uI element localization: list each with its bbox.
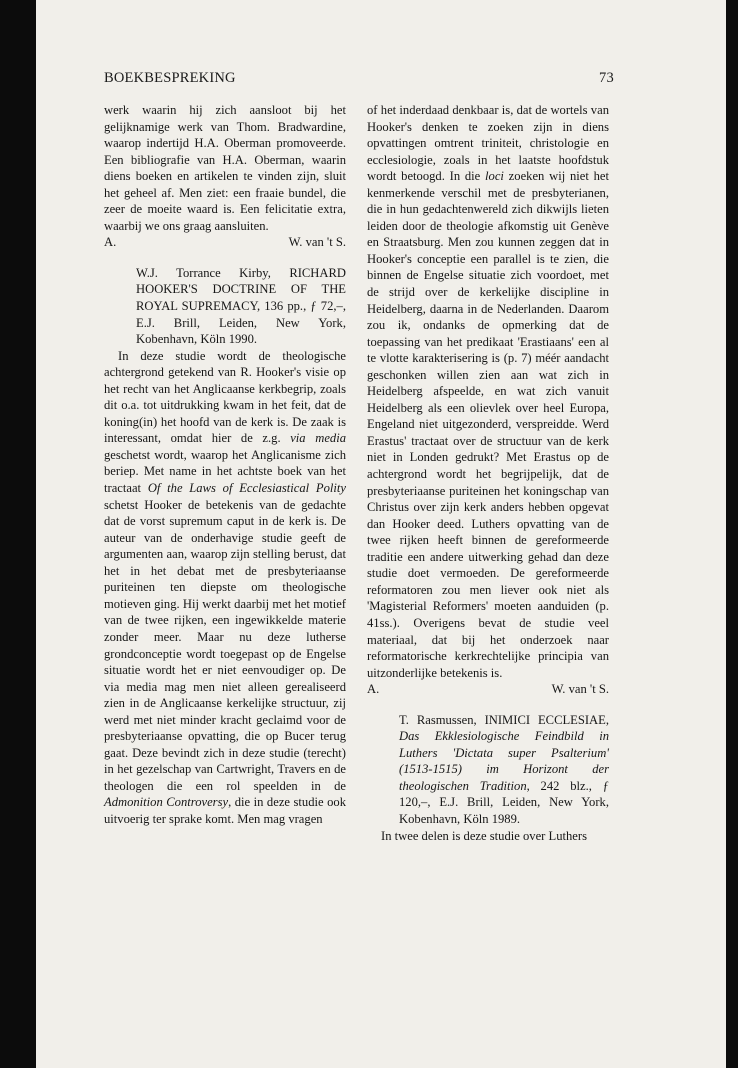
signature-initial: A. xyxy=(104,235,117,250)
book-author: T. Rasmussen, xyxy=(399,712,485,727)
review-signature xyxy=(367,681,609,698)
book-entry xyxy=(136,265,346,348)
page-number: 73 xyxy=(599,70,614,86)
review-paragraph: of het inderdaad denkbaar is, dat de wortels van Hooker's denken te zoeken zijn in diens opvattingen omtrent triniteit, christologie en ecclesiologie, zoals in het laatste hoofdstuk wordt betoogd. In die loci zoeken wij niet het kenmerkende verschil met de presbyterianen, die in hun gedachtenwereld zich dikwijls lieten leiden door de theologie afkomstig uit Genève en Straatsburg. Men zou kunnen zeggen dat in Hooker's conceptie een parallel is te zien, die binnen de Engelse situatie zich voordoet, met de strijd over de kerkelijke discipline in Heidelberg, daarna in de Nederlanden. Daarom zou ik, ondanks de opmerking dat de toepassing van het predikaat 'Erastiaans' een al te vlotte karakterisering is (p. 7) méér aandacht geschonken willen zien aan wat zich in Heidelberg afspeelde, en wat zich vanuit Heidelberg als een olievlek over heel Europa, Engeland niet uitgezonderd, verspreidde. Werd Erastus' tractaat over de structuur van de kerk niet in Londen gedrukt? Met Erastus op de achtergrond wordt het begrijpelijk, dat de presbyteriaanse puriteinen het koningschap van Christus over zijn kerk anders hebben opgevat dan Hooker deed. Luthers opvatting van de twee rijken heeft binnen de gereformeerde traditie een andere uitwerking gehad dan deze studie doet vermoeden. De gereformeerde reformatoren zou men liever ook niet als 'Magisterial Reformers' moeten aanduiden (p. 41ss.). Overigens bevat de studie veel materiaal, dat bij het onderzoek naar reformatorische kerkrechtelijke principia van uitzonderlijke betekenis is. xyxy=(367,103,609,680)
book-subtitle: Das Ekklesiologische Feindbild in Luthers 'Dictata super Psalterium' (1513-1515) im Horizont der theologischen Tradition xyxy=(399,729,609,793)
review-paragraph: In twee delen is deze studie over Luthers xyxy=(381,828,587,843)
signature-author: W. van 't S. xyxy=(288,235,346,250)
book-details: , 136 pp., ƒ 72,–, E.J. Brill, Leiden, New York, Kobenhavn, Köln 1990. xyxy=(136,299,346,347)
page xyxy=(36,0,726,1068)
right-column xyxy=(367,102,609,844)
book-author: W.J. Torrance Kirby, xyxy=(136,265,290,280)
book-title: RICHARD HOOKER'S DOCTRINE OF THE ROYAL SUPREMACY xyxy=(136,265,346,314)
book-details: , 242 blz., ƒ 120,–, E.J. Brill, Leiden, New York, Kobenhavn, Köln 1989. xyxy=(399,778,609,826)
signature-author: W. van 't S. xyxy=(551,682,609,697)
review-signature xyxy=(104,234,346,251)
left-column xyxy=(104,102,346,828)
book-entry: T. Rasmussen, INIMICI ECCLESIAE, Das Ekklesiologische Feindbild in Luthers 'Dictata super Psalterium' (1513-1515) im Horizont der theologischen Tradition, 242 blz., ƒ 120,–, E.J. Brill, Leiden, New York, Kobenhavn, Köln 1989. xyxy=(399,712,609,826)
signature-initial: A. xyxy=(367,682,380,697)
running-head-title: BOEKBESPREKING xyxy=(104,70,236,86)
review-paragraph: werk waarin hij zich aansloot bij het gelijknamige werk van Thom. Bradwardine, waarop indertijd H.A. Oberman promoveerde. Een bibliografie van H.A. Oberman, waarin diens boeken en artikelen te vinden zijn, sluit het geheel af. Men ziet: een fraaie bundel, die zeer de moeite waard is. Een felicitatie extra, waarbij we ons graag aansluiten. xyxy=(104,103,346,233)
review-paragraph: In deze studie wordt de theologische achtergrond getekend van R. Hooker's visie op het recht van het Anglicaanse kerkbegrip, zoals dit o.a. tot uitdrukking kwam in het feit, dat de koning(in) het hoofd van de kerk is. De zaak is interessant, omdat hier de z.g. via media geschetst wordt, waarop het Anglicanisme zich beriep. Met name in het achtste boek van het tractaat Of the Laws of Ecclesiastical Polity schetst Hooker de betekenis van de gedachte dat de vorst supremum caput in de kerk is. De auteur van de onderhavige studie geeft de argumenten aan, waarop zijn stelling berust, dat het in het debat met de presbyteriaanse puriteinen ten diepste om theologische motieven ging. Hij werkt daarbij met het motief van de twee rijken, een ingewikkelde materie zonder meer. Maar nu deze lutherse grondconceptie wordt toegepast op de Engelse situatie wordt het er niet eenvoudiger op. De via media mag men niet alleen gerealiseerd zien in de Anglicaanse kerkelijke structuur, zij werd met niet minder kracht geclaimd voor de presbyteriaanse opvatting, die op Bucer terug gaat. Deze bevindt zich in deze studie (terecht) in het gezelschap van Cartwright, Travers en de theologen die een rol speelden in de Admonition Controversy, die in deze studie ook uitvoerig ter sprake komt. Men mag vragen xyxy=(104,348,346,826)
book-title: INIMICI ECCLESIAE xyxy=(484,712,606,727)
